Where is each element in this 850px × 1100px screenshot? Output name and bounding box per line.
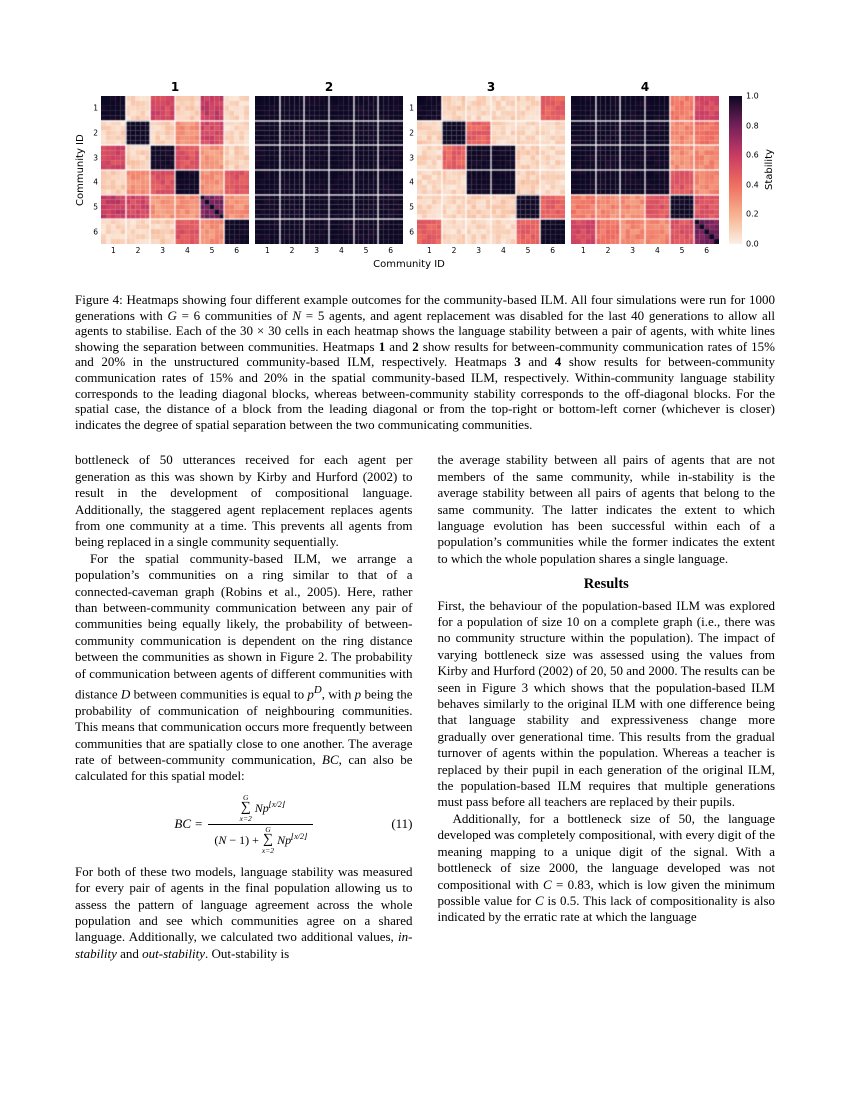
text-run: N <box>292 307 302 323</box>
heatmap-4-xticks <box>571 244 719 256</box>
y-tick-label: 1 <box>93 103 98 113</box>
x-tick-label: 6 <box>704 246 710 255</box>
text-run: 2 <box>412 338 419 354</box>
x-tick-label: 5 <box>525 246 531 255</box>
figure-caption: Figure 4: Heatmaps showing four different example outcomes for the community-based ILM. All four simulations were run for 1000 generations with G = 6 communities of N = 5 agents, and agent replacement was disabled for the last 40 generations to allow all agents to stabilise. Each of the 30 × 30 cells in each heatmap shows the language stability between a pair of agents, with white lines showing the separation between communities. Heatmaps 1 and 2 show results for between-community communication rates of 15% and 20% in the unstructured community-based ILM, respectively. Heatmaps 3 and 4 show results for between-community communication rates of 15% and 20% in the spatial community-based ILM, respectively. Within-community language stability corresponds to the leading diagonal blocks, whereas between-community stability corresponds to the off-diagonal blocks. For the spatial case, the distance of a block from the leading diagonal or from the top-right or bottom-left corner (whichever is closer) indicates the degree of spatial separation between the two communicating communities. <box>75 292 775 432</box>
y-tick-label: 4 <box>93 177 98 187</box>
equation-numerator <box>231 793 291 824</box>
sum-lower-limit: x=2 <box>239 814 252 824</box>
figure-y-axis-label: Community ID <box>75 134 86 206</box>
heatmap-4-canvas <box>571 96 719 244</box>
text-run: G <box>167 307 177 323</box>
x-tick-label: 1 <box>426 246 432 255</box>
text-run: in-stability <box>75 929 413 961</box>
x-tick-label: 4 <box>500 246 506 255</box>
y-tick-label: 5 <box>409 202 414 212</box>
colorbar <box>729 91 775 249</box>
colorbar-tick-label: 0.8 <box>746 121 759 131</box>
x-tick-label: 1 <box>580 246 586 255</box>
summation-symbol <box>240 794 252 823</box>
sum-upper-limit: G <box>243 792 249 802</box>
x-tick-label: 5 <box>363 246 369 255</box>
term-exponent: ⌊x/2⌋ <box>268 800 285 810</box>
text-run: p <box>307 686 314 702</box>
x-tick-label: 4 <box>184 246 190 255</box>
y-tick-label: 6 <box>409 227 414 237</box>
heatmap-2-plot-area <box>255 96 403 255</box>
heatmap-3-title: 3 <box>486 80 496 94</box>
heatmap-4-title: 4 <box>640 80 650 94</box>
y-tick-label: 4 <box>409 177 414 187</box>
y-tick-label: 1 <box>409 103 414 113</box>
x-tick-label: 4 <box>338 246 344 255</box>
sum-upper-limit: G <box>265 824 271 834</box>
y-tick-label: 5 <box>93 202 98 212</box>
text-run: C <box>542 876 552 892</box>
text-run: 3 <box>514 354 521 370</box>
x-tick-label: 2 <box>451 246 457 255</box>
colorbar-gradient <box>729 96 742 244</box>
colorbar-tick-label: 0.6 <box>746 150 759 160</box>
heatmap-2 <box>255 80 403 255</box>
equation-equals: = <box>195 816 203 832</box>
text-run: BC <box>322 751 339 767</box>
term-coefficient: Np <box>277 833 292 848</box>
x-tick-label: 1 <box>264 246 270 255</box>
text-run: D <box>313 684 322 697</box>
x-tick-label: 2 <box>289 246 295 255</box>
heatmap-4 <box>571 80 719 255</box>
heatmap-3 <box>409 80 565 255</box>
colorbar-ticks <box>742 91 764 249</box>
colorbar-tick-label: 0.2 <box>746 209 759 219</box>
paragraph: First, the behaviour of the population-based ILM was explored for a population of size 10 on a complete graph (i.e., there was no community structure within the population). The impact of varying bottleneck size was assessed using the values from Kirby and Hurford (2002) of 20, 50 and 2000. The results can be seen in Figure 3 which shows that the population-based ILM behaves similarly to the original ILM with one difference being that language stability and expressiveness change more gradually over generational time. This results from the gradual turnover of agents within the population. Whereas a teacher is replaced by their pupil in each generation of the original ILM, the population-based ILM requires that multiple generations must pass before all teachers are replaced by their pupils. <box>437 597 775 810</box>
x-tick-label: 5 <box>209 246 215 255</box>
y-tick-label: 3 <box>409 153 414 163</box>
text-run: N <box>218 833 227 848</box>
heatmap-1-plot-area <box>93 96 249 255</box>
heatmap-1 <box>93 80 249 255</box>
heatmap-3-canvas <box>417 96 565 244</box>
x-tick-label: 3 <box>160 246 166 255</box>
heatmap-2-canvas <box>255 96 403 244</box>
x-tick-label: 6 <box>550 246 556 255</box>
colorbar-label: Stability <box>764 149 775 191</box>
denominator-prefix: (N − 1) + <box>214 833 259 848</box>
paragraph: For both of these two models, language stability was measured for every pair of agents in the final population allowing us to assess the pattern of language agreement across the whole population and see which communities agree on a shared language. Additionally, we calculated two additional values, in-stability and out-stability. Out-stability is <box>75 863 413 961</box>
heatmap-1-xticks <box>101 244 249 256</box>
sigma-glyph: ∑ <box>263 832 273 848</box>
paragraph: Additionally, for a bottleneck size of 50, the language developed was completely compositional, with every digit of the meaning mapping to a unique digit of the signal. With a bottleneck of size 2000, the language developed was not compositional with C = 0.83, which is low given the minimum possible value for C is 0.5. This lack of compositionality is also indicated by the erratic rate at which the language <box>437 810 775 925</box>
x-tick-label: 3 <box>630 246 636 255</box>
heatmap-1-canvas <box>101 96 249 244</box>
figure-4-plots <box>75 80 775 255</box>
term-exponent: ⌊x/2⌋ <box>291 832 308 842</box>
text-run: p <box>354 686 362 702</box>
equation-11 <box>75 793 413 856</box>
heatmap-2-xticks <box>255 244 403 256</box>
left-column <box>75 452 413 962</box>
x-tick-label: 2 <box>135 246 141 255</box>
equation-fraction <box>208 793 313 856</box>
text-run: 1 <box>378 338 386 354</box>
x-tick-label: 5 <box>679 246 685 255</box>
x-tick-label: 6 <box>234 246 240 255</box>
equation-number: (11) <box>391 816 413 832</box>
x-tick-label: 4 <box>654 246 660 255</box>
text-run: C <box>534 892 544 908</box>
heatmap-3-yticks <box>406 96 416 244</box>
equation-denominator <box>208 824 313 856</box>
heatmap-1-title: 1 <box>170 80 180 94</box>
heatmap-1-yticks <box>90 96 100 244</box>
colorbar-tick-label: 0.4 <box>746 180 759 190</box>
heatmap-3-xticks <box>417 244 565 256</box>
heatmap-4-plot-area <box>571 96 719 255</box>
colorbar-tick-label: 0.0 <box>746 239 759 249</box>
text-run: 4 <box>554 354 562 370</box>
sigma-glyph: ∑ <box>240 800 251 816</box>
equation-term <box>277 832 307 848</box>
y-tick-label: 3 <box>93 153 98 163</box>
text-run: D <box>120 686 131 702</box>
paragraph: the average stability between all pairs of agents that are not members of the same community, while in-stability is the average stability between all pairs of agents that belong to the same community. The latter indicates the extent to which language evolution has been successful within each of a population’s communities while the former indicates the extent to which the whole population shares a single language. <box>437 452 775 566</box>
heatmap-3-plot-area <box>409 96 565 255</box>
y-tick-label: 6 <box>93 227 98 237</box>
results-heading: Results <box>583 576 629 593</box>
x-tick-label: 1 <box>110 246 116 255</box>
x-tick-label: 3 <box>314 246 320 255</box>
text-run: out-stability <box>142 945 206 961</box>
body-columns <box>75 452 775 962</box>
colorbar-tick-label: 1.0 <box>746 91 759 101</box>
equation-term <box>255 800 285 816</box>
x-tick-label: 3 <box>476 246 482 255</box>
summation-symbol <box>262 826 274 855</box>
figure-x-axis-label: Community ID <box>373 259 445 270</box>
x-tick-label: 2 <box>605 246 611 255</box>
heatmap-2-title: 2 <box>324 80 334 94</box>
y-tick-label: 2 <box>93 128 98 138</box>
x-tick-label: 6 <box>388 246 394 255</box>
y-tick-label: 2 <box>409 128 414 138</box>
right-column <box>438 452 776 962</box>
equation-lhs: BC <box>174 816 192 832</box>
term-coefficient: Np <box>254 801 269 816</box>
paragraph: bottleneck of 50 utterances received for each agent per generation as this was shown by Kirby and Hurford (2002) to result in the development of compositional language. Additionally, the staggered agent replacement replaces agents from one community at a time. This prevents all agents from being replaced in a single community sequentially. <box>75 452 413 550</box>
paragraph: For the spatial community-based ILM, we arrange a population’s communities on a ring similar to that of a connected-caveman graph (Robins et al., 2005). Here, rather than between-community communication between any pair of communities being equally likely, the probability of between-community communication is dependent on the ring distance between the communities as shown in Figure 2. The probability of communication between agents of different communities with distance D between communities is equal to $p^D$, with p being the probability of communication of neighbouring communities. This means that communication occurs more frequently between communities that are spatially close to one another. The average rate of between-community communication, BC, can also be calculated for this spatial model: <box>75 550 413 784</box>
sum-lower-limit: x=2 <box>261 846 275 856</box>
